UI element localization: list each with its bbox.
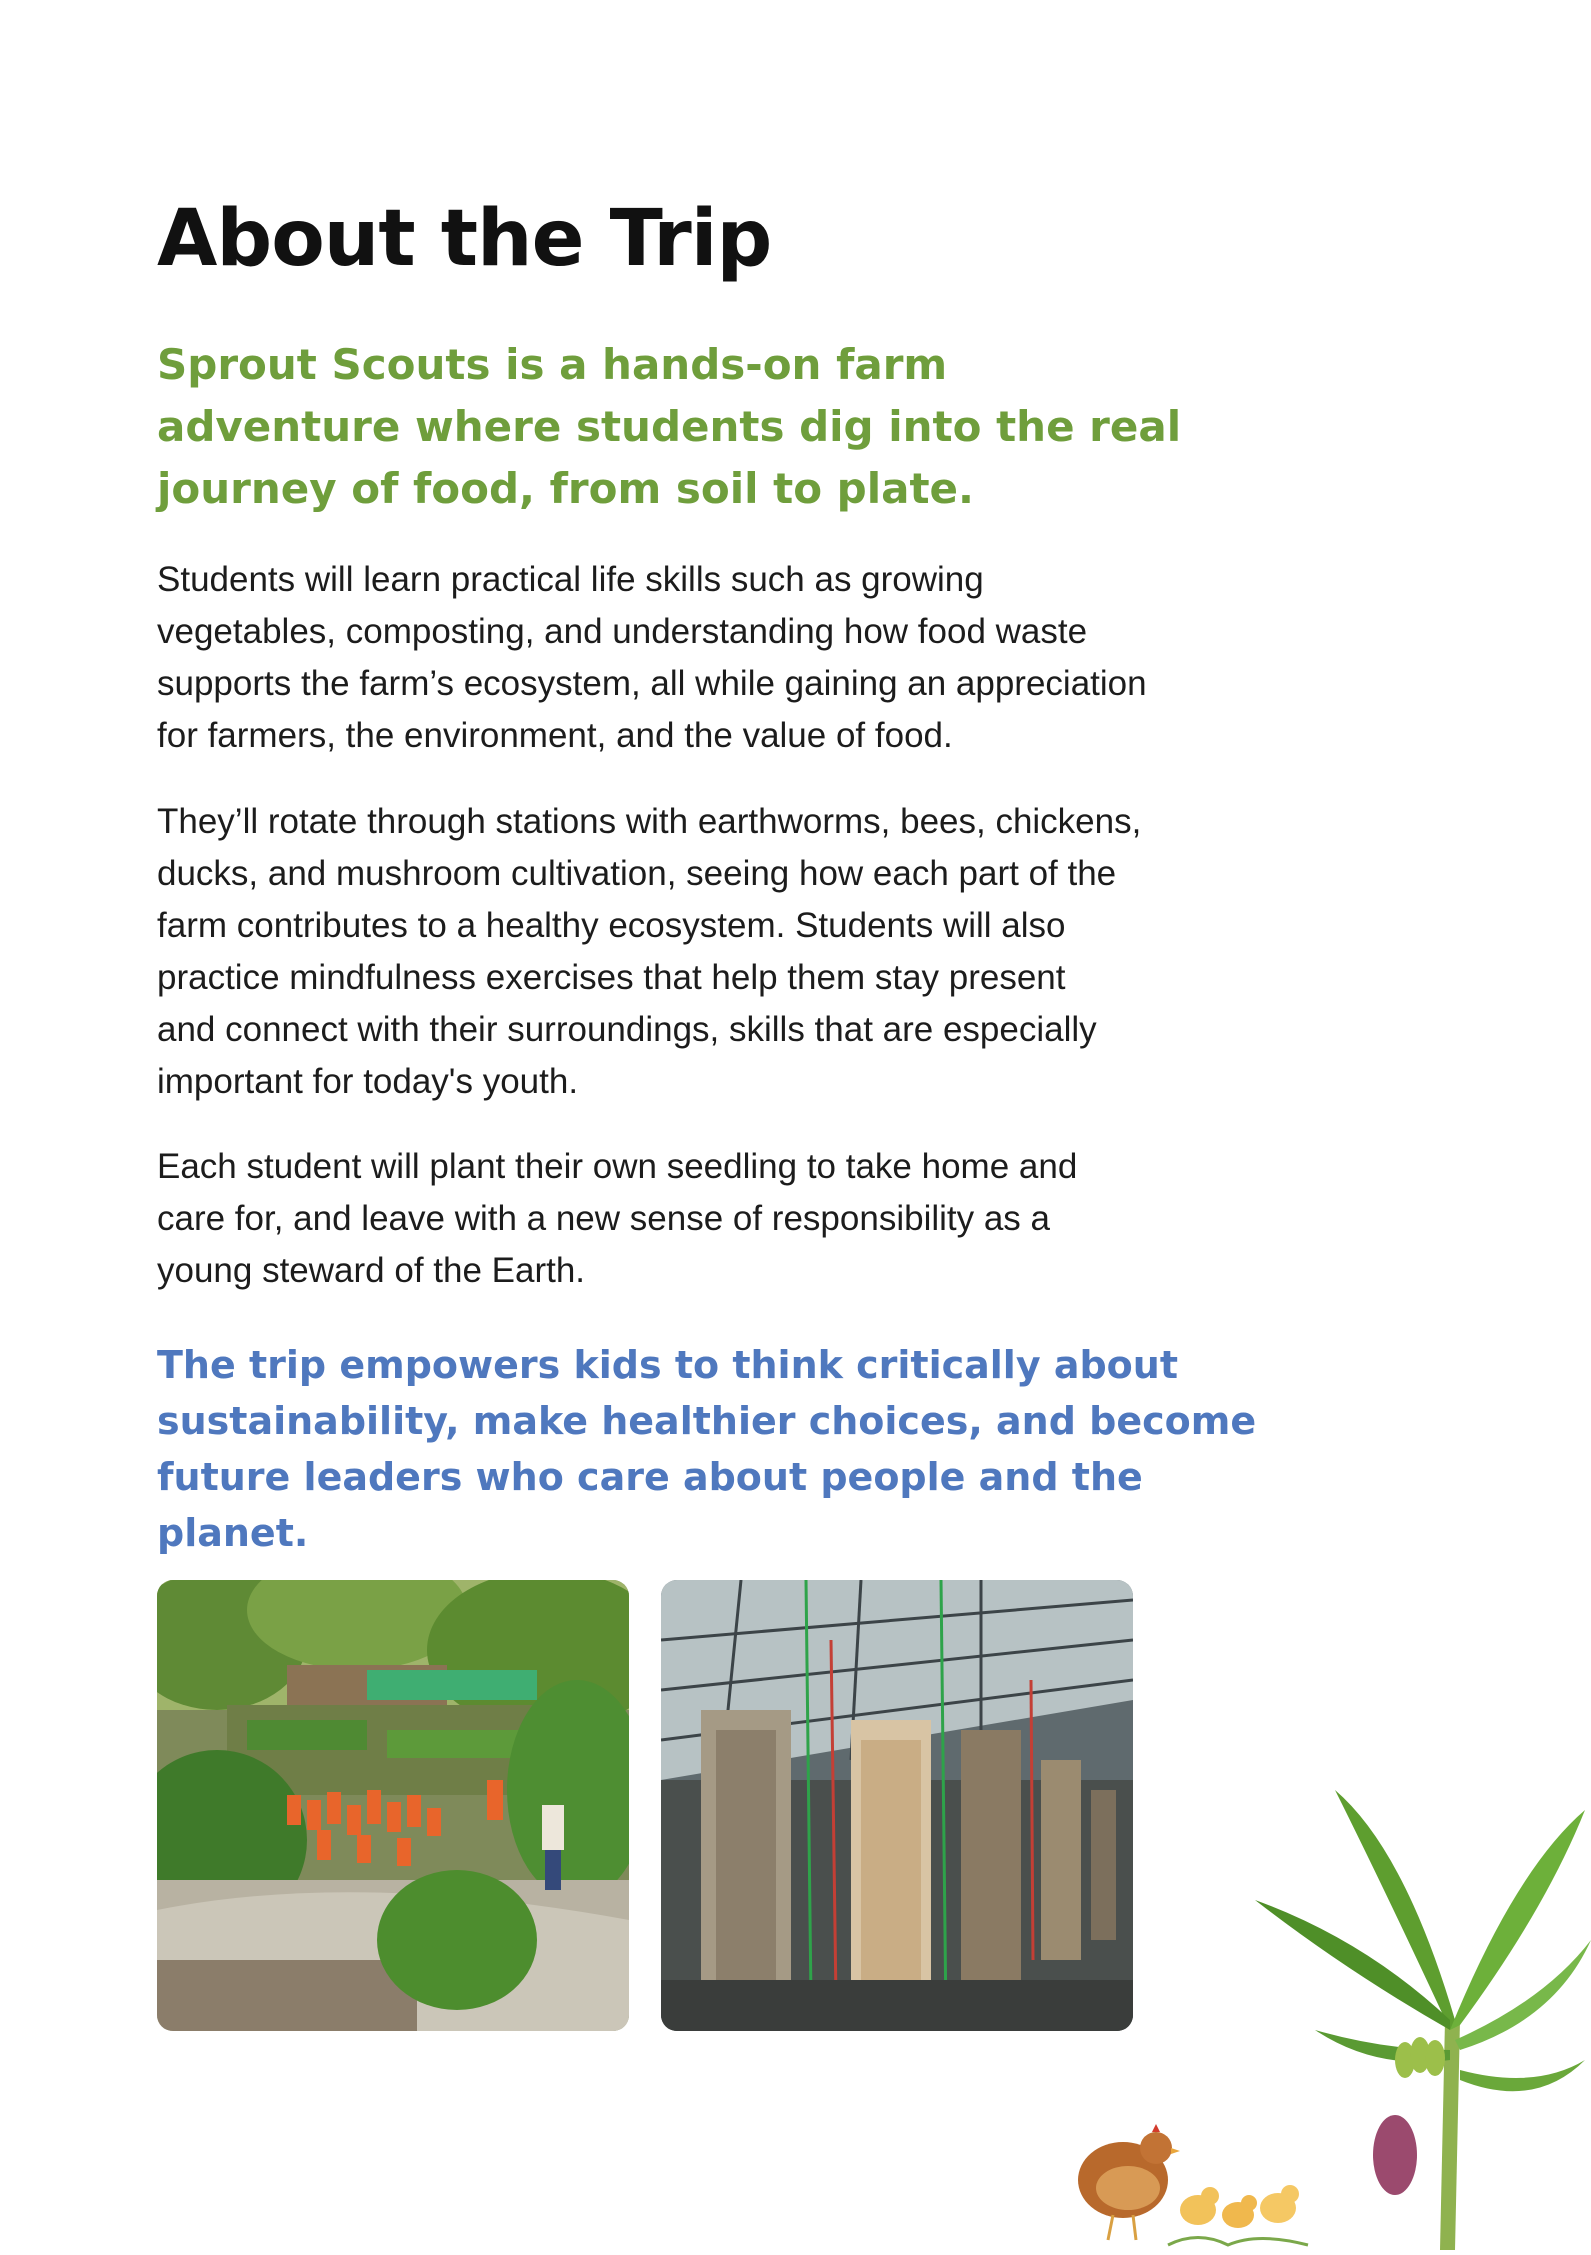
lead-statement: Sprout Scouts is a hands-on farm adventure where students dig into the real journey of food, from soil to plate. <box>157 340 1182 513</box>
paragraph-seedling: Each student will plant their own seedling to take home and care for, and leave with a new sense of responsibility as a young steward of the Earth. <box>157 1147 1078 1290</box>
farm-students-photo <box>157 1580 629 2031</box>
mushroom-cultivation-photo <box>661 1580 1133 2031</box>
chickens-illustration <box>1068 2100 1313 2250</box>
paragraph-life-skills: Students will learn practical life skills such as growing vegetables, composting, and understanding how food waste supports the farm’s ecosystem, all while gaining an appreciation for farmers, the environment, and the value of food. <box>157 560 1147 755</box>
page-title: About the Trip <box>157 194 772 284</box>
paragraph-stations: They’ll rotate through stations with earthworms, bees, chickens, ducks, and mushroom cultivation, seeing how each part of the farm contributes to a healthy ecosystem. Students will also practice mindfulness exercises that help them stay present and connect with their surroundings, skills that are especially important for today's youth. <box>157 802 1142 1101</box>
callout-statement: The trip empowers kids to think critically about sustainability, make healthier choices, and become future leaders who care about people and the planet. <box>157 1343 1257 1555</box>
